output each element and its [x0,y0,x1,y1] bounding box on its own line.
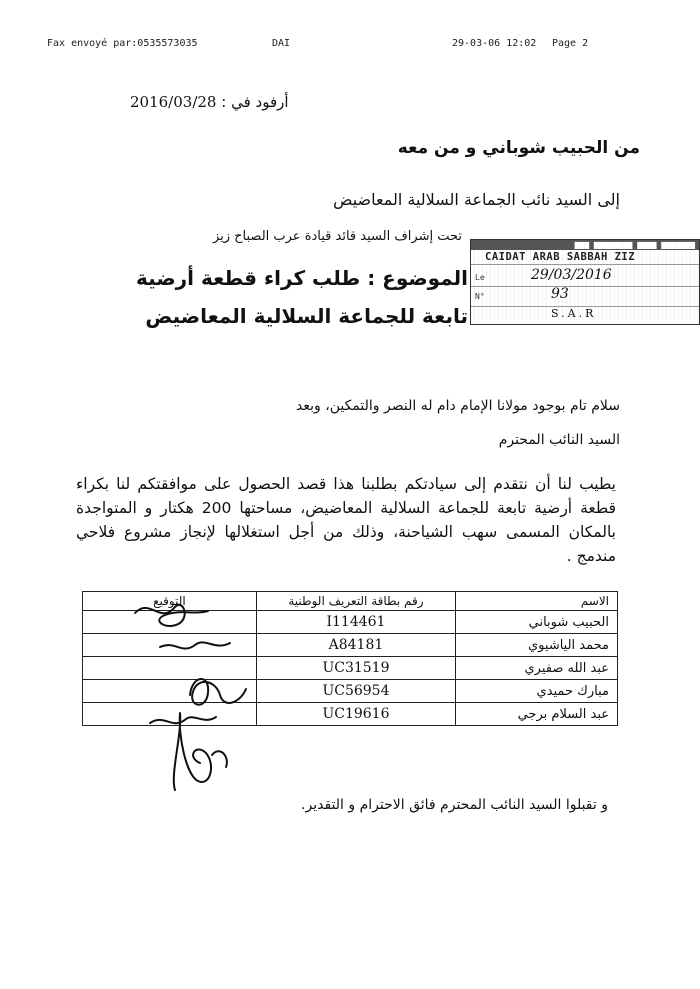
row-cin: UC56954 [256,680,455,703]
stamp-org: CAIDAT ARAB SABBAH ZIZ [485,251,636,263]
row-name: الحبيب شوباني [456,611,618,634]
date-value: 2016/03/28 [130,93,217,111]
fax-code: DAI [272,38,291,49]
row-cin: A84181 [256,634,455,657]
closing: و تقبلوا السيد النائب المحترم فائق الاحترام و التقدير. [301,797,608,813]
under-line: تحت إشراف السيد قائد قيادة عرب الصباح زيز [212,229,462,244]
salutation: السيد النائب المحترم [498,432,620,448]
subject-line-2: تابعة للجماعة السلالية المعاضيض [145,304,468,328]
from-line: من الحبيب شوباني و من معه [397,138,640,158]
row-name: عبد الله صفيري [456,657,618,680]
row-name: مبارك حميدي [456,680,618,703]
subject-line-1: الموضوع : طلب كراء قطعة أرضية [136,266,468,290]
stamp-date-value: 29/03/2016 [531,267,612,283]
reception-stamp [470,239,700,325]
row-cin: UC19616 [256,703,455,726]
header-signature: التوقيع [83,592,257,611]
row-name: عبد السلام برجي [456,703,618,726]
fax-page: Page 2 [552,38,589,49]
fax-datetime: 29-03-06 12:02 [452,38,537,49]
fax-sender: Fax envoyé par:0535573035 [47,38,198,49]
handwritten-signatures [120,585,310,795]
header-cin: رقم بطاقة التعريف الوطنية [256,592,455,611]
stamp-number-label: N° [475,292,485,301]
body-paragraph: يطيب لنا أن نتقدم إلى سيادتكم بطلبنا هذا قصد الحصول على موافقتكم لنا بكراء قطعة أرضية تابعة للجماعة السلالية المعاضيض، مساحتها 200 هكتار و المتواجدة بالمكان المسمى سهب الشياحنة، وذلك من أجل استغلالها لإنجاز مشروع فلاحي مندمج . [76,475,616,565]
greeting: سلام تام بوجود مولانا الإمام دام له النصر والتمكين، وبعد [295,398,620,414]
row-name: محمد الياشيوي [456,634,618,657]
stamp-number-value: 93 [551,286,569,302]
date-label: أرفود في : [221,93,289,111]
stamp-date-label: Le [475,273,485,282]
stamp-initials: S.A.R [551,307,597,320]
header-name: الاسم [456,592,618,611]
date-line [130,93,289,111]
stamp-header: ▆▆▆▆▆▆▆ ▆▆▆▆ ▆▆▆▆▆▆▆▆ ▆▆▆ [471,240,699,250]
to-line: إلى السيد نائب الجماعة السلالية المعاضيض [333,190,620,209]
row-cin: UC31519 [256,657,455,680]
row-cin: I114461 [256,611,455,634]
